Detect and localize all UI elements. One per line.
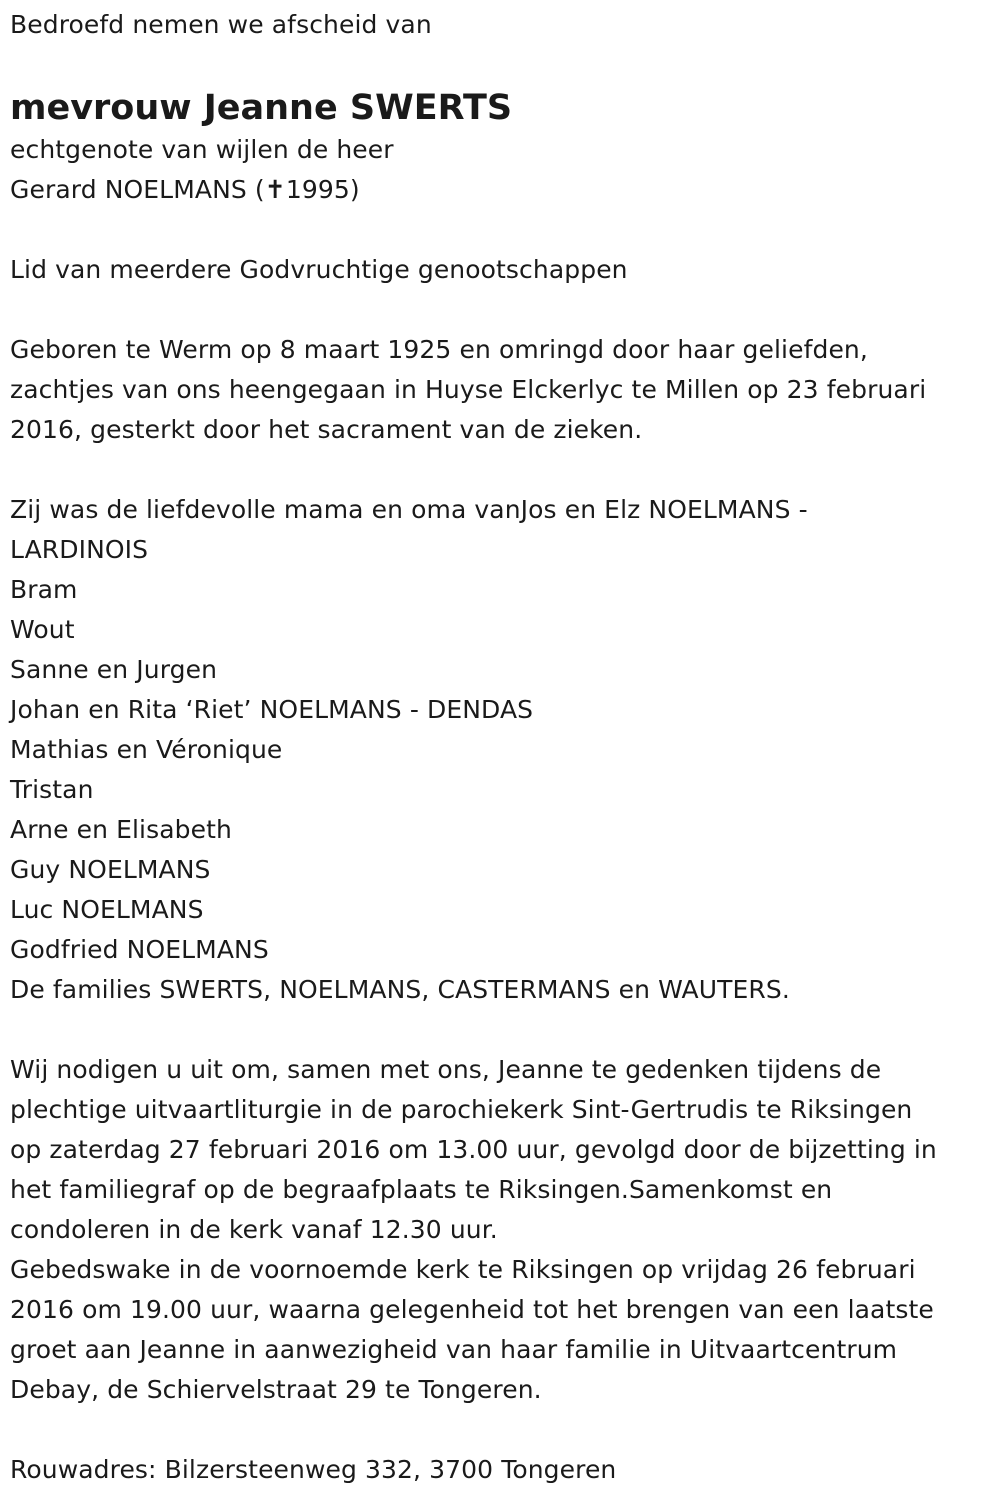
deceased-name: mevrouw Jeanne SWERTS <box>10 88 513 128</box>
spouse-line-1: echtgenote van wijlen de heer <box>10 135 394 164</box>
family-line: Tristan <box>10 775 94 804</box>
spouse-death-year: 1995) <box>285 175 360 204</box>
cross-icon: ✝ <box>264 175 286 204</box>
paragraph-line: groet aan Jeanne in aanwezigheid van haar familie in Uitvaartcentrum <box>10 1335 898 1364</box>
family-line: Arne en Elisabeth <box>10 815 232 844</box>
spacer <box>10 210 990 250</box>
spacer <box>10 290 990 330</box>
spouse-line-2 <box>10 170 990 210</box>
family-line: Bram <box>10 575 78 604</box>
family-line: Guy NOELMANS <box>10 855 211 884</box>
ceremony-paragraph <box>10 1050 990 1410</box>
paragraph-line: Gebedswake in de voornoemde kerk te Riksingen op vrijdag 26 februari <box>10 1255 916 1284</box>
family-line: Johan en Rita ‘Riet’ NOELMANS - DENDAS <box>10 695 534 724</box>
paragraph-line: zachtjes van ons heengegaan in Huyse Elckerlyc te Millen op 23 februari <box>10 375 927 404</box>
membership-text: Lid van meerdere Godvruchtige genootschappen <box>10 255 628 284</box>
paragraph-line: 2016, gesterkt door het sacrament van de zieken. <box>10 415 643 444</box>
spouse-name: Gerard NOELMANS ( <box>10 175 265 204</box>
family-line: Mathias en Véronique <box>10 735 283 764</box>
family-line: Luc NOELMANS <box>10 895 204 924</box>
family-line: Sanne en Jurgen <box>10 655 218 684</box>
family-line: LARDINOIS <box>10 535 149 564</box>
paragraph-line: het familiegraf op de begraafplaats te Riksingen.Samenkomst en <box>10 1175 833 1204</box>
paragraph-line: op zaterdag 27 februari 2016 om 13.00 uur, gevolgd door de bijzetting in <box>10 1135 937 1164</box>
family-line: Godfried NOELMANS <box>10 935 269 964</box>
intro-text: Bedroefd nemen we afscheid van <box>10 10 432 39</box>
paragraph-line: plechtige uitvaartliturgie in de parochiekerk Sint-Gertrudis te Riksingen <box>10 1095 913 1124</box>
spacer <box>10 450 990 490</box>
mourning-address: Rouwadres: Bilzersteenweg 332, 3700 Tongeren <box>10 1455 617 1484</box>
spacer <box>10 1410 990 1450</box>
family-line: Zij was de liefdevolle mama en oma vanJos en Elz NOELMANS - <box>10 495 808 524</box>
paragraph-line: Debay, de Schiervelstraat 29 te Tongeren. <box>10 1375 542 1404</box>
family-list <box>10 490 990 1010</box>
paragraph-line: Geboren te Werm op 8 maart 1925 en omringd door haar geliefden, <box>10 335 868 364</box>
family-line: De families SWERTS, NOELMANS, CASTERMANS en WAUTERS. <box>10 975 790 1004</box>
obituary-document <box>10 0 990 1490</box>
family-line: Wout <box>10 615 75 644</box>
spacer <box>10 1010 990 1050</box>
paragraph-line: condoleren in de kerk vanaf 12.30 uur. <box>10 1215 498 1244</box>
paragraph-line: 2016 om 19.00 uur, waarna gelegenheid tot het brengen van een laatste <box>10 1295 934 1324</box>
paragraph-line: Wij nodigen u uit om, samen met ons, Jeanne te gedenken tijdens de <box>10 1055 882 1084</box>
birth-death-paragraph <box>10 330 990 450</box>
